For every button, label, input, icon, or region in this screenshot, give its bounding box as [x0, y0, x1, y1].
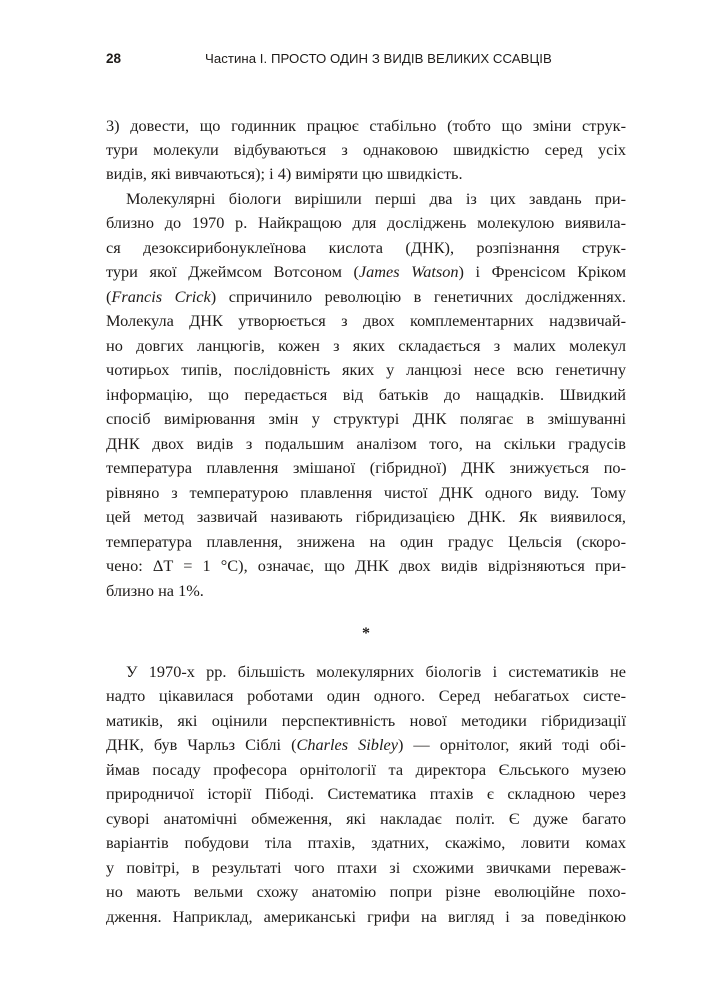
text-line: У 1970-х рр. більшість молекулярних біологів і систематиків не	[126, 662, 626, 681]
text-run: (	[106, 287, 112, 306]
text-line: но мають вельми схожу анатомію попри різне еволюційне похо-	[106, 882, 626, 901]
text-line-with-italic	[106, 733, 626, 757]
text-line: рівняно з температурою плавлення чистої ДНК одного виду. Тому	[106, 483, 626, 502]
name-latin: Charles Sibley	[296, 735, 398, 754]
text-line: ймав посаду професора орнітології та директора Єльського музею	[106, 760, 626, 779]
text-line: надто цікавилася роботами один одного. Серед небагатьох систе-	[106, 686, 626, 705]
text-line: Молекулярні біологи вирішили перші два із цих завдань при-	[126, 189, 626, 208]
text-line: ДНК двох видів з подальшим аналізом того, на скільки градусів	[106, 434, 626, 453]
name-latin: Francis Crick	[111, 287, 211, 306]
text-line: ся дезоксирибонуклеїнова кислота (ДНК), розпізнання струк-	[106, 238, 626, 257]
text-line: близно на 1%.	[106, 581, 204, 600]
text-run: ) і Френсісом Кріком	[458, 262, 627, 281]
text-line: спосіб вимірювання змін у структурі ДНК полягає в змішуванні	[106, 409, 626, 428]
text-run: тури якої Джеймсом Вотсоном (	[106, 262, 359, 281]
text-run: ДНК, був Чарльз Сіблі (	[106, 735, 297, 754]
text-line: природничої історії Пібоді. Систематика птахів є складною через	[106, 784, 626, 803]
text-line: тури молекули відбуваються з однаковою швидкістю серед усіх	[106, 140, 626, 159]
text-line: 3) довести, що годинник працює стабільно (тобто що зміни струк-	[106, 116, 626, 135]
running-head: Частина І. ПРОСТО ОДИН З ВИДІВ ВЕЛИКИХ ССАВЦІВ	[205, 51, 552, 66]
text-line: видів, які вивчаються); і 4) виміряти цю швидкість.	[106, 164, 463, 183]
text-line: но довгих ланцюгів, кожен з яких складається з малих молекул	[106, 336, 626, 355]
text-line: дження. Наприклад, американські грифи на вигляд і за поведінкою	[106, 907, 626, 926]
text-line: суворі анатомічні обмеження, які накладає політ. Є дуже багато	[106, 809, 626, 828]
text-line: інформацію, що передається від батьків до нащадків. Швидкий	[106, 385, 626, 404]
text-line: Молекула ДНК утворюється з двох комплементарних надзвичай-	[106, 311, 626, 330]
section-separator: *	[362, 625, 370, 642]
text-line: чено: ΔT = 1 °C), означає, що ДНК двох видів відрізняються при-	[106, 556, 626, 575]
text-line: близно до 1970 р. Найкращою для досліджень молекулою виявила-	[106, 213, 626, 232]
text-line: варіантів побудови тіла птахів, здатних, скажімо, ловити комах	[106, 833, 626, 852]
text-run: ) спричинило революцію в генетичних дослідженнях.	[210, 287, 626, 306]
text-line: температура плавлення, знижена на один градус Цельсія (скоро-	[106, 532, 626, 551]
page-header	[106, 51, 626, 71]
text-run: ) — орнітолог, який тоді обі-	[397, 735, 626, 754]
text-line: у повітрі, в результаті чого птахи зі схожими звичками переваж-	[106, 858, 626, 877]
text-line-with-italic	[106, 285, 626, 309]
text-line: матиків, які оцінили перспективність нової методики гібридизації	[106, 711, 626, 730]
text-line: температура плавлення змішаної (гібридної) ДНК знижується по-	[106, 458, 626, 477]
page-number: 28	[106, 51, 122, 66]
text-line-with-italic	[106, 260, 626, 284]
name-latin: James Watson	[358, 262, 459, 281]
text-line: цей метод зазвичай називають гібридизацією ДНК. Як виявилося,	[106, 507, 626, 526]
text-line: чотирьох типів, послідовність яких у ланцюзі несе всю генетичну	[106, 360, 626, 379]
